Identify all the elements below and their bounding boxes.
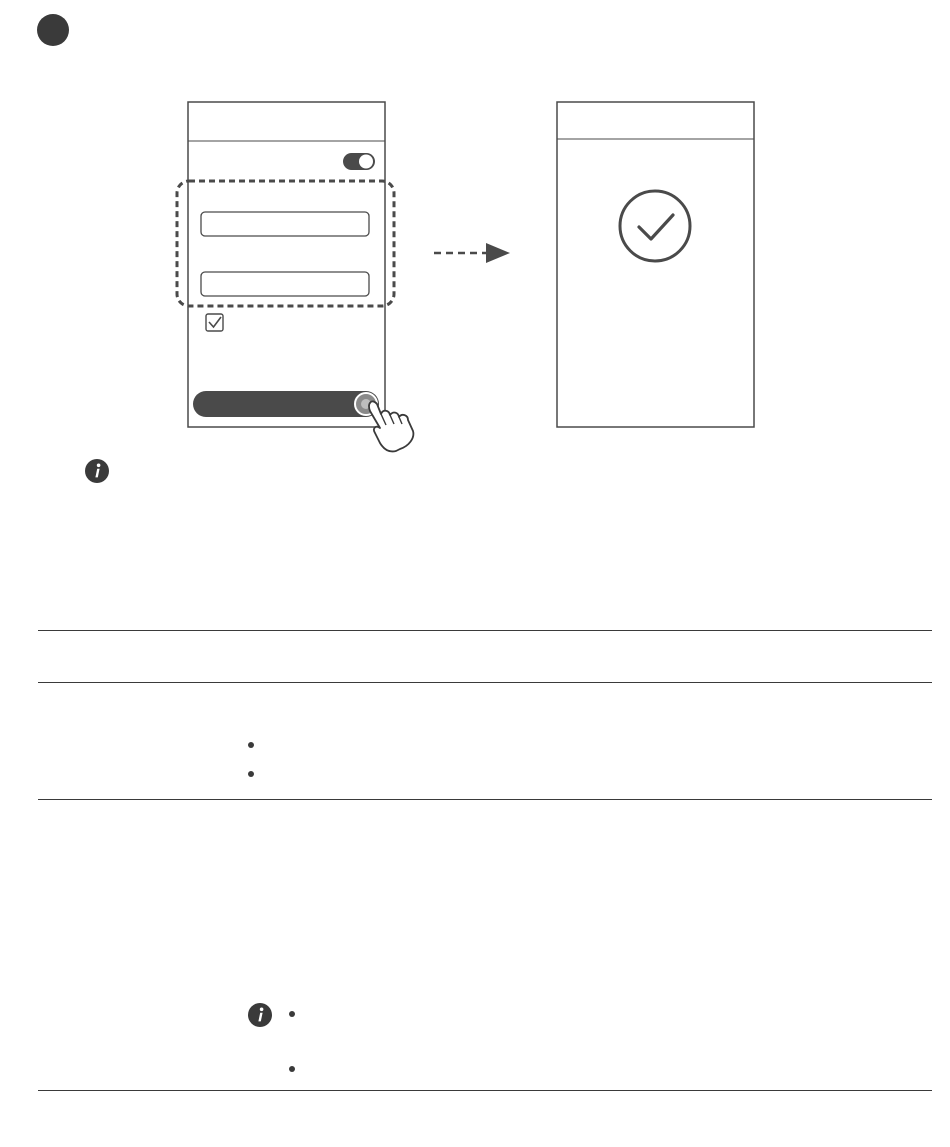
input-field-1[interactable] [201, 212, 369, 236]
list-bullet [289, 1011, 295, 1017]
table-rule-row-2 [38, 799, 932, 800]
table-rule-row-1 [38, 682, 932, 683]
left-phone-screen [177, 102, 394, 427]
right-phone-screen [557, 102, 754, 427]
list-bullet [248, 742, 254, 748]
input-field-2[interactable] [201, 272, 369, 296]
checkbox[interactable] [206, 314, 223, 331]
dashed-arrow-right-icon [434, 243, 510, 263]
list-bullet [248, 771, 254, 777]
illustration [0, 0, 950, 470]
info-icon [247, 1002, 273, 1028]
table-rule-bottom [38, 1090, 932, 1091]
toggle-switch[interactable] [343, 153, 375, 170]
info-icon [84, 458, 110, 484]
submit-button[interactable] [193, 391, 379, 417]
table-rule-top [38, 630, 932, 631]
list-bullet [289, 1066, 295, 1072]
